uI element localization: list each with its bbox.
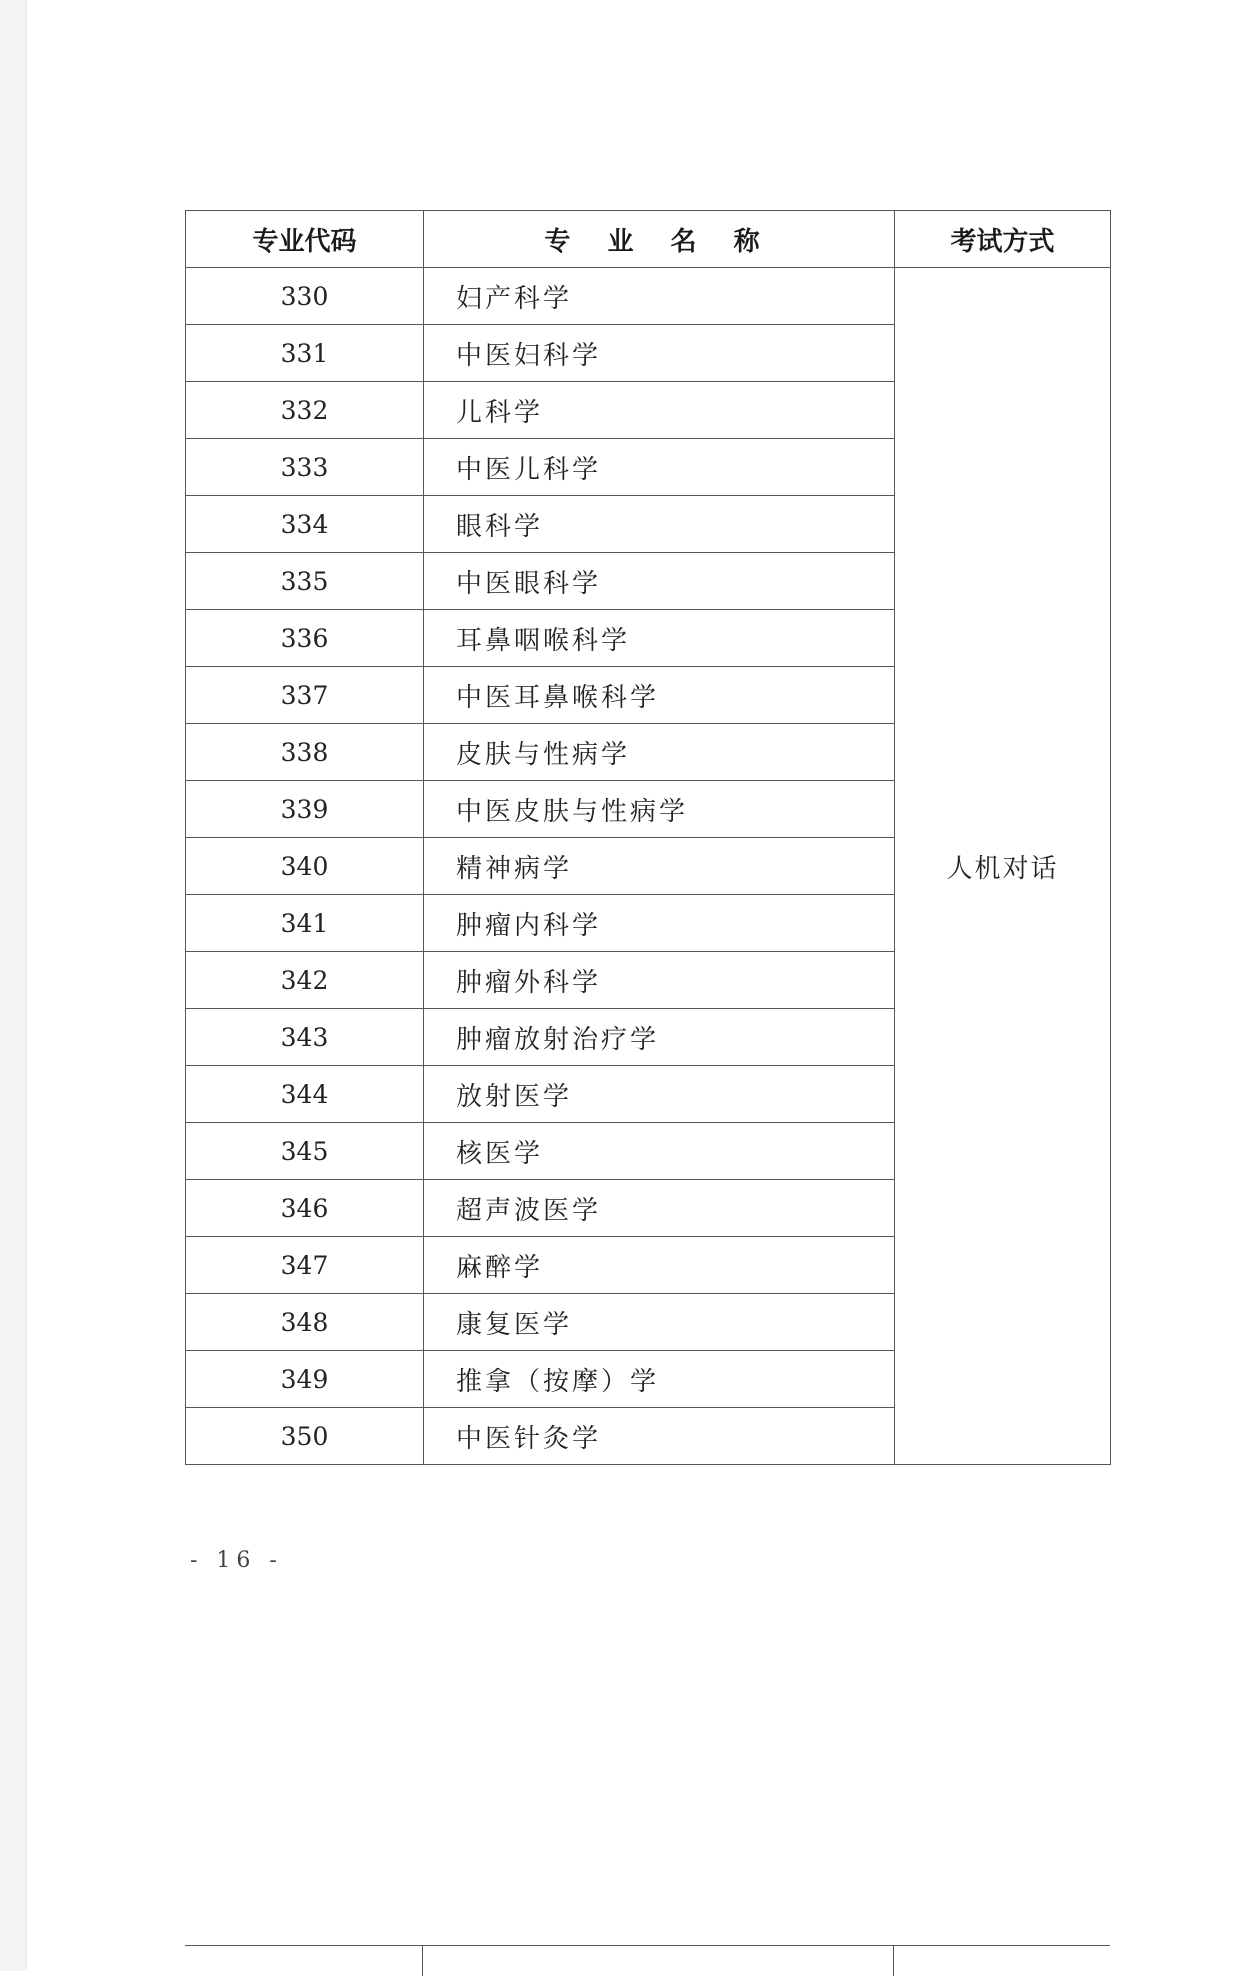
table-body	[186, 268, 1111, 1465]
header-major-code: 专业代码	[186, 211, 424, 268]
major-code-cell: 346	[186, 1180, 424, 1237]
table-divider	[893, 1946, 894, 1976]
major-name-cell: 中医皮肤与性病学	[424, 781, 895, 838]
major-name-cell: 中医针灸学	[424, 1408, 895, 1465]
table-divider	[422, 1946, 423, 1976]
major-name-cell: 肿瘤放射治疗学	[424, 1009, 895, 1066]
major-name-cell: 核医学	[424, 1123, 895, 1180]
major-code-cell: 341	[186, 895, 424, 952]
next-page-table-edge	[185, 1945, 1110, 1985]
major-code-cell: 331	[186, 325, 424, 382]
major-code-cell: 350	[186, 1408, 424, 1465]
header-major-name: 专 业 名 称	[424, 211, 895, 268]
major-code-cell: 334	[186, 496, 424, 553]
table-header-row	[186, 211, 1111, 268]
major-name-cell: 放射医学	[424, 1066, 895, 1123]
major-code-cell: 338	[186, 724, 424, 781]
major-code-cell: 339	[186, 781, 424, 838]
major-code-cell: 342	[186, 952, 424, 1009]
majors-table	[185, 210, 1111, 1465]
major-name-cell: 中医耳鼻喉科学	[424, 667, 895, 724]
major-code-cell: 333	[186, 439, 424, 496]
table-row	[186, 268, 1111, 325]
major-code-cell: 345	[186, 1123, 424, 1180]
major-name-cell: 眼科学	[424, 496, 895, 553]
major-name-cell: 肿瘤外科学	[424, 952, 895, 1009]
major-code-cell: 335	[186, 553, 424, 610]
major-code-cell: 349	[186, 1351, 424, 1408]
major-code-cell: 332	[186, 382, 424, 439]
major-code-cell: 336	[186, 610, 424, 667]
major-name-cell: 麻醉学	[424, 1237, 895, 1294]
major-name-cell: 耳鼻咽喉科学	[424, 610, 895, 667]
major-name-cell: 推拿（按摩）学	[424, 1351, 895, 1408]
major-code-cell: 344	[186, 1066, 424, 1123]
major-code-cell: 330	[186, 268, 424, 325]
major-code-cell: 343	[186, 1009, 424, 1066]
major-name-cell: 皮肤与性病学	[424, 724, 895, 781]
major-name-cell: 中医儿科学	[424, 439, 895, 496]
page-margin-strip	[0, 0, 27, 1971]
major-name-cell: 超声波医学	[424, 1180, 895, 1237]
major-name-cell: 精神病学	[424, 838, 895, 895]
major-name-cell: 康复医学	[424, 1294, 895, 1351]
header-exam-method: 考试方式	[895, 211, 1111, 268]
major-name-cell: 儿科学	[424, 382, 895, 439]
major-code-cell: 348	[186, 1294, 424, 1351]
major-name-cell: 中医妇科学	[424, 325, 895, 382]
major-code-cell: 340	[186, 838, 424, 895]
major-name-cell: 妇产科学	[424, 268, 895, 325]
exam-method-cell: 人机对话	[895, 268, 1111, 1465]
page-number: - 16 -	[190, 1548, 283, 1573]
major-code-cell: 337	[186, 667, 424, 724]
major-code-cell: 347	[186, 1237, 424, 1294]
major-name-cell: 中医眼科学	[424, 553, 895, 610]
major-name-cell: 肿瘤内科学	[424, 895, 895, 952]
